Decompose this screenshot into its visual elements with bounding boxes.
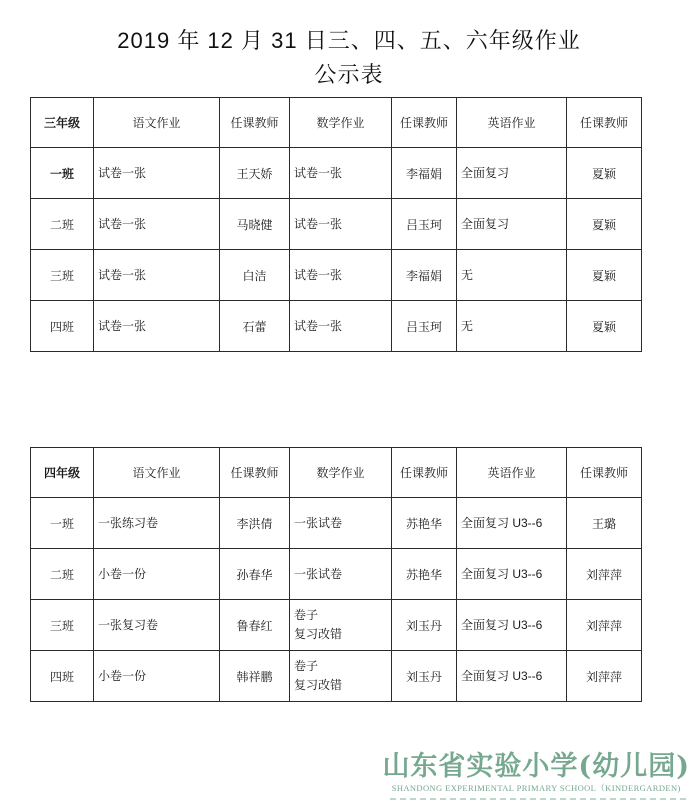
- chinese-homework-cell: 试卷一张: [94, 148, 220, 199]
- english-homework-cell: 全面复习 U3--6: [457, 498, 567, 549]
- teacher-cell: 白洁: [220, 250, 290, 301]
- header-cell-chinese-homework: 语文作业: [94, 448, 220, 498]
- grade-label-cell: 三年级: [31, 98, 94, 148]
- header-cell-teacher3: 任课教师: [567, 448, 642, 498]
- grade3-homework-table: [30, 97, 642, 352]
- english-homework-cell: 无: [457, 301, 567, 352]
- teacher-cell: 夏颖: [567, 148, 642, 199]
- teacher-cell: 苏艳华: [392, 549, 457, 600]
- math-homework-cell: 卷子 复习改错: [290, 600, 392, 651]
- math-homework-cell: 试卷一张: [290, 301, 392, 352]
- school-name-chinese: 山东省实验小学(幼儿园): [382, 751, 690, 782]
- page-title: [0, 24, 698, 92]
- chinese-homework-cell: 一张练习卷: [94, 498, 220, 549]
- class-cell: 二班: [31, 549, 94, 600]
- table-row: [31, 148, 642, 199]
- teacher-cell: 马晓健: [220, 199, 290, 250]
- teacher-cell: 吕玉珂: [392, 199, 457, 250]
- teacher-cell: 夏颖: [567, 199, 642, 250]
- class-cell: 四班: [31, 301, 94, 352]
- table-row: [31, 301, 642, 352]
- header-cell-chinese-homework: 语文作业: [94, 98, 220, 148]
- school-name-english: SHANDONG EXPERIMENTAL PRIMARY SCHOOL（KINDERGARDEN): [391, 783, 681, 793]
- english-homework-cell: 全面复习 U3--6: [457, 600, 567, 651]
- class-cell: 一班: [31, 148, 94, 199]
- chinese-homework-cell: 一张复习卷: [94, 600, 220, 651]
- chinese-homework-cell: 试卷一张: [94, 250, 220, 301]
- teacher-cell: 刘萍萍: [567, 549, 642, 600]
- class-cell: 二班: [31, 199, 94, 250]
- teacher-cell: 刘玉丹: [392, 651, 457, 702]
- table-header-row: [31, 98, 642, 148]
- page-title-line2: 公示表: [314, 62, 384, 87]
- teacher-cell: 李福娟: [392, 250, 457, 301]
- math-homework-cell: 试卷一张: [290, 250, 392, 301]
- grade-label-cell: 四年级: [31, 448, 94, 498]
- header-cell-teacher1: 任课教师: [220, 448, 290, 498]
- english-homework-cell: 全面复习: [457, 148, 567, 199]
- teacher-cell: 王天娇: [220, 148, 290, 199]
- page-title-line1: 2019 年 12 月 31 日三、四、五、六年级作业: [117, 28, 581, 53]
- math-homework-cell: 一张试卷: [290, 549, 392, 600]
- teacher-cell: 刘萍萍: [567, 651, 642, 702]
- header-cell-math-homework: 数学作业: [290, 448, 392, 498]
- table-row: [31, 199, 642, 250]
- chinese-homework-cell: 试卷一张: [94, 199, 220, 250]
- math-homework-cell: 试卷一张: [290, 199, 392, 250]
- teacher-cell: 夏颖: [567, 250, 642, 301]
- teacher-cell: 吕玉珂: [392, 301, 457, 352]
- header-cell-english-homework: 英语作业: [457, 448, 567, 498]
- chinese-homework-cell: 小卷一份: [94, 549, 220, 600]
- math-homework-cell: 试卷一张: [290, 148, 392, 199]
- english-homework-cell: 全面复习 U3--6: [457, 549, 567, 600]
- teacher-cell: 孙春华: [220, 549, 290, 600]
- teacher-cell: 李洪倩: [220, 498, 290, 549]
- english-homework-cell: 全面复习: [457, 199, 567, 250]
- teacher-cell: 苏艳华: [392, 498, 457, 549]
- english-homework-cell: 全面复习 U3--6: [457, 651, 567, 702]
- grade4-homework-table: [30, 447, 642, 702]
- class-cell: 一班: [31, 498, 94, 549]
- header-cell-math-homework: 数学作业: [290, 98, 392, 148]
- class-cell: 四班: [31, 651, 94, 702]
- teacher-cell: 鲁春红: [220, 600, 290, 651]
- class-cell: 三班: [31, 600, 94, 651]
- header-cell-teacher1: 任课教师: [220, 98, 290, 148]
- class-cell: 三班: [31, 250, 94, 301]
- english-homework-cell: 无: [457, 250, 567, 301]
- header-cell-teacher2: 任课教师: [392, 448, 457, 498]
- teacher-cell: 李福娟: [392, 148, 457, 199]
- school-logo: [382, 753, 690, 794]
- teacher-cell: 夏颖: [567, 301, 642, 352]
- teacher-cell: 韩祥鹏: [220, 651, 290, 702]
- chinese-homework-cell: 小卷一份: [94, 651, 220, 702]
- table-row: [31, 549, 642, 600]
- chinese-homework-cell: 试卷一张: [94, 301, 220, 352]
- teacher-cell: 石蕾: [220, 301, 290, 352]
- header-cell-teacher2: 任课教师: [392, 98, 457, 148]
- teacher-cell: 刘萍萍: [567, 600, 642, 651]
- header-cell-teacher3: 任课教师: [567, 98, 642, 148]
- table-header-row: [31, 448, 642, 498]
- teacher-cell: 刘玉丹: [392, 600, 457, 651]
- table-row: [31, 250, 642, 301]
- table-row: [31, 600, 642, 651]
- table-row: [31, 498, 642, 549]
- math-homework-cell: 一张试卷: [290, 498, 392, 549]
- table-row: [31, 651, 642, 702]
- math-homework-cell: 卷子 复习改错: [290, 651, 392, 702]
- header-cell-english-homework: 英语作业: [457, 98, 567, 148]
- teacher-cell: 王璐: [567, 498, 642, 549]
